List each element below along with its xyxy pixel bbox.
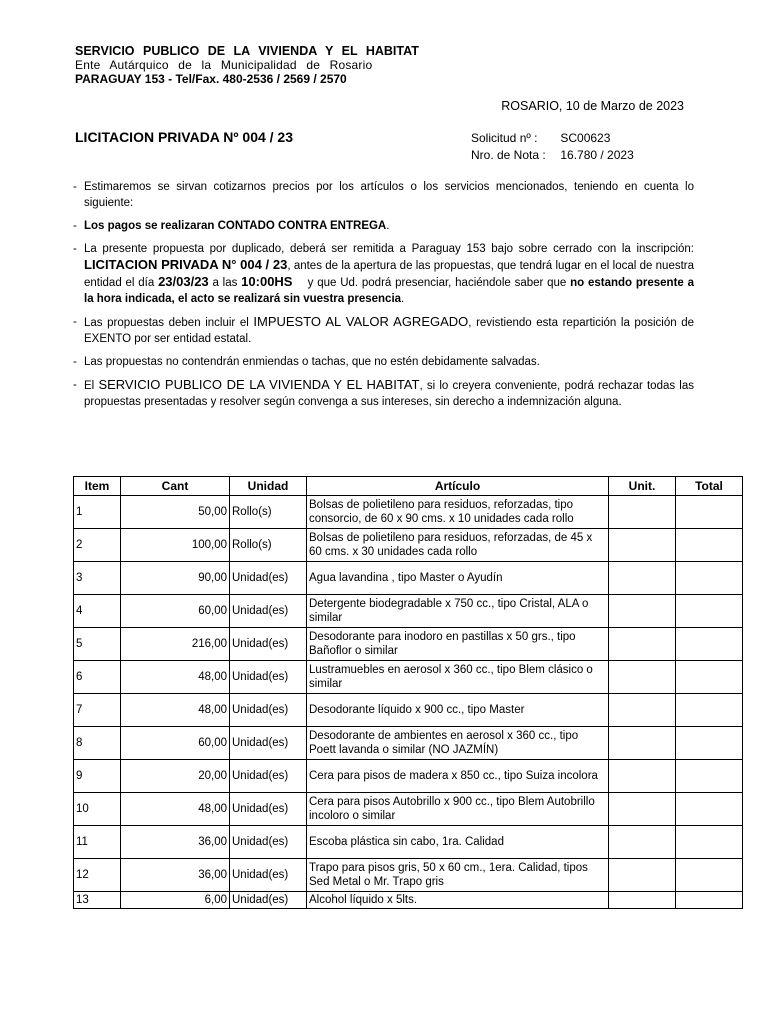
document-date: ROSARIO, 10 de Marzo de 2023 (501, 99, 684, 113)
cell-articulo: Lustramuebles en aerosol x 360 cc., tipo Blem clásico o similar (307, 661, 609, 694)
table-row (74, 562, 743, 595)
table-header-row (74, 477, 743, 496)
cell-unit (609, 859, 676, 892)
cell-total (676, 595, 743, 628)
cell-unidad: Unidad(es) (230, 595, 307, 628)
table-row (74, 760, 743, 793)
cell-total (676, 892, 743, 909)
letterhead (75, 44, 419, 86)
nota-row (471, 147, 634, 164)
table-row (74, 661, 743, 694)
cell-unidad: Unidad(es) (230, 826, 307, 859)
condition-2: - Los pagos se realizaran CONTADO CONTRA ENTREGA. (73, 220, 390, 232)
cell-cant: 100,00 (121, 529, 230, 562)
cell-unidad: Unidad(es) (230, 793, 307, 826)
cell-item: 2 (74, 529, 121, 562)
header-cant: Cant (121, 477, 230, 496)
nota-value: 16.780 / 2023 (560, 148, 634, 162)
table-row (74, 628, 743, 661)
condition-4: - Las propuestas deben incluir el IMPUESTO AL VALOR AGREGADO, revistiendo esta repartición la posición de EXENTO por ser entidad estatal. (73, 314, 695, 345)
org-subtitle: Ente Autárquico de la Municipalidad de Rosario (75, 58, 373, 72)
cell-articulo: Cera para pisos de madera x 850 cc., tipo Suiza incolora (307, 760, 609, 793)
cell-total (676, 496, 743, 529)
cell-unit (609, 727, 676, 760)
cell-articulo: Cera para pisos Autobrillo x 900 cc., tipo Blem Autobrillo incoloro o similar (307, 793, 609, 826)
cell-unit (609, 595, 676, 628)
cell-articulo: Escoba plástica sin cabo, 1ra. Calidad (307, 826, 609, 859)
cell-unidad: Unidad(es) (230, 892, 307, 909)
condition-6: - El SERVICIO PUBLICO DE LA VIVIENDA Y EL HABITAT, si lo creyera conveniente, podrá rechazar todas las propuestas presentadas y resolver según convenga a sus intereses, sin derecho a indemnización alguna. (73, 377, 695, 408)
cell-unidad: Rollo(s) (230, 529, 307, 562)
header-total: Total (676, 477, 743, 496)
table-row (74, 529, 743, 562)
table-row (74, 496, 743, 529)
conditions (73, 179, 694, 417)
cell-cant: 48,00 (121, 694, 230, 727)
cell-articulo: Bolsas de polietileno para residuos, reforzadas, tipo consorcio, de 60 x 90 cms. x 10 unidades cada rollo (307, 496, 609, 529)
cell-item: 4 (74, 595, 121, 628)
cell-unit (609, 562, 676, 595)
cell-cant: 48,00 (121, 793, 230, 826)
cell-articulo: Bolsas de polietileno para residuos, reforzadas, de 45 x 60 cms. x 30 unidades cada rollo (307, 529, 609, 562)
cell-unidad: Unidad(es) (230, 760, 307, 793)
org-address: PARAGUAY 153 - Tel/Fax. 480-2536 / 2569 / 2570 (75, 72, 347, 86)
cell-total (676, 826, 743, 859)
cell-unidad: Unidad(es) (230, 727, 307, 760)
cell-cant: 60,00 (121, 727, 230, 760)
cell-item: 13 (74, 892, 121, 909)
cell-total (676, 694, 743, 727)
table-row (74, 793, 743, 826)
table-row (74, 694, 743, 727)
cell-cant: 36,00 (121, 859, 230, 892)
cell-unidad: Unidad(es) (230, 859, 307, 892)
cell-unit (609, 760, 676, 793)
condition-1: - Estimaremos se sirvan cotizarnos precios por los artículos o los servicios mencionados, teniendo en cuenta lo siguiente: (73, 181, 694, 209)
cell-item: 11 (74, 826, 121, 859)
document-title: LICITACION PRIVADA Nº 004 / 23 (75, 129, 294, 145)
cell-articulo: Detergente biodegradable x 750 cc., tipo Cristal, ALA o similar (307, 595, 609, 628)
cell-unit (609, 529, 676, 562)
cell-unidad: Unidad(es) (230, 562, 307, 595)
cell-unit (609, 793, 676, 826)
cell-cant: 6,00 (121, 892, 230, 909)
condition-3: - La presente propuesta por duplicado, deberá ser remitida a Paraguay 153 bajo sobre cerrado con la inscripción: LICITACION PRIVADA N° 004 / 23, antes de la apertura de las propuestas, que tendrá lugar en el local de nuestra entidad el día 23/03/23 a las 10:00HS y que Ud. podrá presenciar, haciéndole saber que no estando presente a la hora indicada, el acto se realizará sin vuestra presencia. (73, 243, 695, 305)
cell-total (676, 529, 743, 562)
cell-cant: 50,00 (121, 496, 230, 529)
solicitud-row (471, 130, 634, 147)
cell-total (676, 859, 743, 892)
table-row (74, 595, 743, 628)
cell-cant: 90,00 (121, 562, 230, 595)
cell-articulo: Desodorante de ambientes en aerosol x 360 cc., tipo Poett lavanda o similar (NO JAZMÍN) (307, 727, 609, 760)
table-row (74, 892, 743, 909)
cell-total (676, 628, 743, 661)
reference-block (471, 130, 634, 164)
header-articulo: Artículo (307, 477, 609, 496)
table-row (74, 826, 743, 859)
cell-total (676, 793, 743, 826)
cell-cant: 36,00 (121, 826, 230, 859)
cell-item: 7 (74, 694, 121, 727)
nota-label: Nro. de Nota : (471, 148, 546, 162)
cell-articulo: Desodorante para inodoro en pastillas x 50 grs., tipo Bañoflor o similar (307, 628, 609, 661)
cell-cant: 20,00 (121, 760, 230, 793)
cell-item: 8 (74, 727, 121, 760)
condition-5: - Las propuestas no contendrán enmiendas o tachas, que no estén debidamente salvadas. (73, 356, 540, 368)
cell-unit (609, 661, 676, 694)
header-item: Item (74, 477, 121, 496)
cell-item: 1 (74, 496, 121, 529)
cell-item: 10 (74, 793, 121, 826)
cell-cant: 60,00 (121, 595, 230, 628)
cell-item: 5 (74, 628, 121, 661)
solicitud-label: Solicitud nº : (471, 131, 538, 145)
table-row (74, 727, 743, 760)
cell-item: 6 (74, 661, 121, 694)
cell-cant: 48,00 (121, 661, 230, 694)
cell-item: 12 (74, 859, 121, 892)
cell-item: 3 (74, 562, 121, 595)
cell-unidad: Unidad(es) (230, 628, 307, 661)
cell-unidad: Unidad(es) (230, 694, 307, 727)
cell-unit (609, 496, 676, 529)
table-row (74, 859, 743, 892)
cell-total (676, 727, 743, 760)
cell-item: 9 (74, 760, 121, 793)
items-table (73, 476, 743, 909)
cell-unidad: Rollo(s) (230, 496, 307, 529)
cell-total (676, 760, 743, 793)
cell-articulo: Trapo para pisos gris, 50 x 60 cm., 1era. Calidad, tipos Sed Metal o Mr. Trapo gris (307, 859, 609, 892)
solicitud-value: SC00623 (560, 131, 611, 145)
cell-articulo: Alcohol líquido x 5lts. (307, 892, 609, 909)
cell-cant: 216,00 (121, 628, 230, 661)
cell-unidad: Unidad(es) (230, 661, 307, 694)
cell-articulo: Agua lavandina , tipo Master o Ayudín (307, 562, 609, 595)
org-name: SERVICIO PUBLICO DE LA VIVIENDA Y EL HABITAT (75, 44, 419, 58)
header-unidad: Unidad (230, 477, 307, 496)
header-unit: Unit. (609, 477, 676, 496)
cell-unit (609, 694, 676, 727)
cell-total (676, 562, 743, 595)
cell-total (676, 661, 743, 694)
cell-articulo: Desodorante líquido x 900 cc., tipo Master (307, 694, 609, 727)
cell-unit (609, 826, 676, 859)
cell-unit (609, 628, 676, 661)
cell-unit (609, 892, 676, 909)
